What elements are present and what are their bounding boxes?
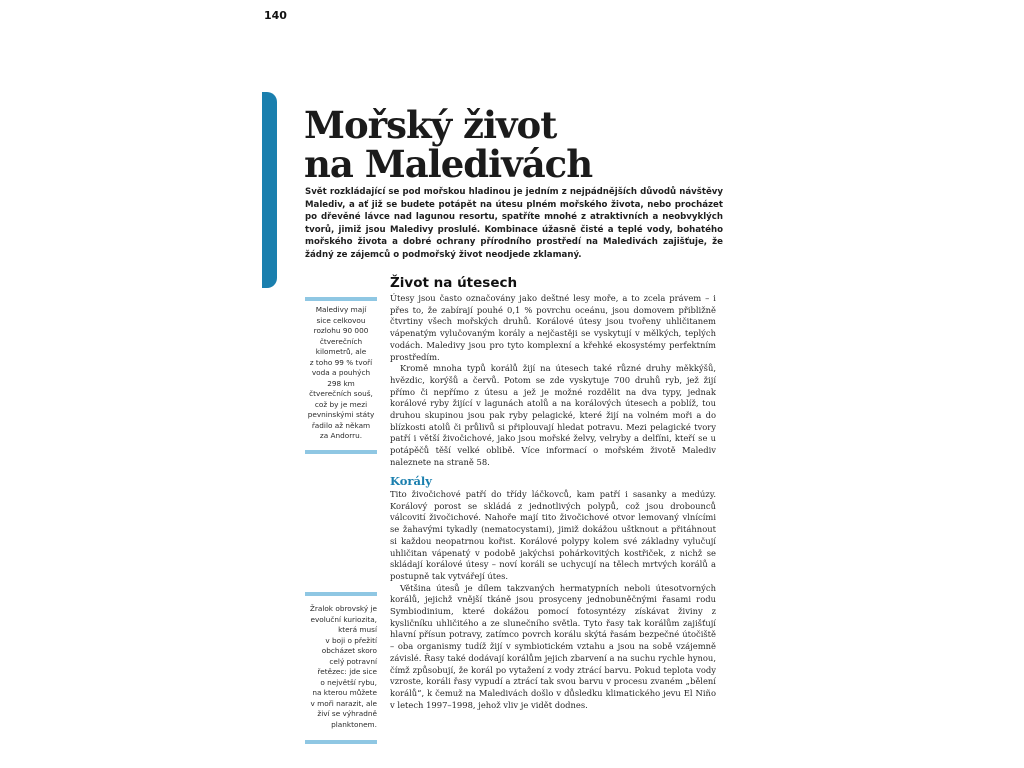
title-line-1: Mořský život (304, 103, 557, 147)
title-line-2: na Maledivách (304, 142, 593, 186)
sidebar-line: čtverečních souš, (309, 389, 373, 398)
section-heading-corals: Korály (390, 474, 432, 488)
sidebar-line: na kterou můžete (312, 688, 377, 697)
sidebar-line: kilometrů, ale (315, 347, 367, 356)
lead-paragraph: Svět rozkládající se pod mořskou hladinou je jedním z nejpádnějších důvodů návštěvy Malediv, a ať již se budete potápět na útesu plném mořského života, nebo procházet po dřevěné lávce nad lagunou resortu, spatříte mnohé z atraktivních a neobvyklých tvorů, jimiž jsou Maledivy proslulé. Kombinace úžasně čisté a teplé vody, bohatého mořského života a dobré ochrany přírodního prostředí na Maledivách zajišťuje, že žádný ze zájemců o podmořský život neodjede zklamaný. (305, 187, 723, 260)
sidebar-line: za Andorru. (319, 431, 363, 440)
sidebar-line: rozlohu 90 000 (313, 326, 369, 335)
sidebar-line: řadilo až někam (311, 420, 371, 430)
sidebar-line: voda a pouhých (311, 368, 371, 377)
section-body-corals (390, 489, 716, 711)
sidebar-note-maldives-area (305, 297, 377, 454)
sidebar-line: řetězec: jde sice (317, 667, 377, 676)
sidebar-line: pevninskými státy (307, 410, 375, 419)
sidebar-line: která musí (338, 625, 377, 634)
body-paragraph: Útesy jsou často označovány jako deštné lesy moře, a to zcela právem – i přes to, že zabírají pouhé 0,1 % povrchu oceánu, jsou domovem přibližně čtvrtiny všech mořských druhů. Korálové útesy jsou tvořeny uhličitanem vápenatým vylučovaným korály a nejčastěji se vyskytují v mělkých, teplých vodách. Maledivy jsou pro tyto komplexní a křehké ekosystémy perfektním prostředím. (390, 293, 716, 362)
sidebar-line: obcházet skoro (321, 646, 377, 655)
sidebar-line: sice celkovou (316, 315, 366, 325)
section-body-reef-life (390, 293, 716, 469)
sidebar-line: celý potravní (329, 656, 377, 666)
sidebar-line: čtverečních (319, 336, 363, 346)
sidebar-line: 298 km (327, 378, 355, 388)
section-heading-reef-life: Život na útesech (390, 275, 518, 291)
sidebar-line: evoluční kuriozita, (310, 614, 377, 624)
accent-bar (262, 92, 277, 288)
page-number: 140 (264, 9, 287, 22)
sidebar-line: o největší rybu, (320, 677, 377, 687)
body-paragraph: Tito živočichové patří do třídy láčkovců, kam patří i sasanky a medúzy. Korálový porost se skládá z jednotlivých polypů, což jsou drobounců válcovití živočichové. Nahoře mají tito živočichové otvor lemovaný vlnícími se žahavými tykadly (nematocystami), jimiž dokážou uštknout a přitáhnout si každou neopatrnou kořist. Korálové polypy kolem své základny vylučují uhličitan vápenatý v podobě jakýchsi pohárkovitých kostřiček, z nichž se skládají korálové útesy – noví koráli se uchycují na tělech mrtvých korálů a postupně tak vytvářejí útes. (390, 489, 716, 581)
body-paragraph: Kromě mnoha typů korálů žijí na útesech také různé druhy měkkýšů, hvězdic, korýšů a červů. Potom se zde vyskytuje 700 druhů ryb, jež žijí přímo či nepřímo z útesu a jež je možné rozdělit na dva typy, jednak korálové ryby žijící v lagunách atolů a na korálových útesech a poblíž, tou druhou skupinou jsou pak ryby pelagické, které žijí na volném moři a do blízkosti atolů či průlivů si připlouvají hledat potravu. Mezi pelagické tvory patří i větší živočichové, jako jsou mořské želvy, velryby a delfíni, kteří se u potápěčů těší velké oblibě. Více informací o mořském životě Malediv naleznete na straně 58. (390, 363, 716, 467)
sidebar-line: z toho 99 % tvoří (309, 357, 373, 367)
sidebar-line: Maledivy mají (315, 305, 367, 314)
sidebar-line: v boji o přežití (325, 635, 377, 645)
sidebar-line: planktonem. (331, 719, 377, 729)
sidebar-line: živí se výhradně (317, 709, 377, 718)
body-paragraph: Většina útesů je dílem takzvaných hermatypních neboli útesotvorných korálů, jejichž vnější tkáně jsou prosyceny jednobuněčnými řasami rodu Symbiodinium, které dokážou pomocí fotosyntézy získávat živiny z kysličníku uhličitého a ze slunečního světla. Tyto řasy tak korálům zajišťují hlavní přísun potravy, zatímco povrch korálu skýtá řasám bezpečné útočiště – oba organismy tudíž žijí v symbiotickém vztahu a jsou na sobě vzájemně závislé. Řasy také dodávají korálům jejich zbarvení a na suchu rychle hynou, čímž způsobují, že korál po vytažení z vody ztrácí barvu. Pokud teplota vody vzroste, koráli řasy vypudí a ztrácí tak svou barvu v procesu zvaném „bělení korálů“, k čemuž na Maledivách došlo v důsledku klimatického jevu El Niño v letech 1997–1998, jehož vliv je vidět dodnes. (390, 582, 716, 710)
sidebar-line: Žralok obrovský je (309, 604, 377, 613)
sidebar-line: což by je mezi (314, 399, 368, 409)
sidebar-line: v moři narazit, ale (310, 698, 377, 708)
article-title (304, 103, 744, 186)
sidebar-note-whale-shark (305, 592, 377, 744)
